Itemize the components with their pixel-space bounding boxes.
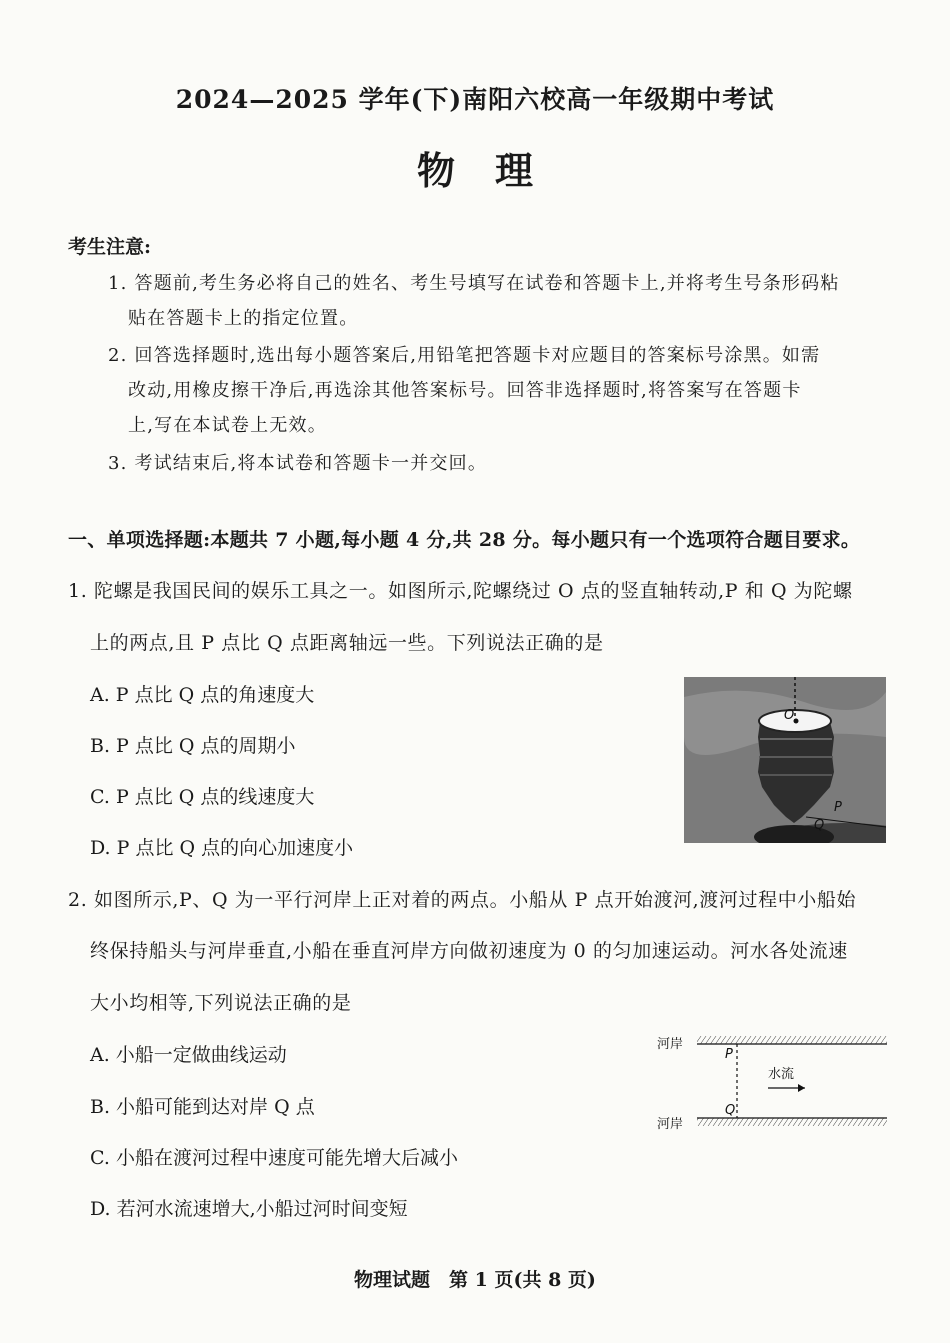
- q1-stem-line: 1. 陀螺是我国民间的娱乐工具之一。如图所示,陀螺绕过 O 点的竖直轴转动,P 和 Q 为陀螺: [68, 580, 853, 602]
- q2-option-d: D. 若河水流速增大,小船过河时间变短: [90, 1198, 408, 1220]
- q1-option-c: C. P 点比 Q 点的线速度大: [90, 786, 315, 808]
- label-o: O: [784, 708, 795, 723]
- label-q: Q: [725, 1103, 736, 1118]
- bank-top-label: 河岸: [657, 1037, 684, 1052]
- flow-label: 水流: [768, 1067, 795, 1082]
- q2-option-a: A. 小船一定做曲线运动: [90, 1044, 287, 1066]
- notice-line: 改动,用橡皮擦干净后,再选涂其他答案标号。回答非选择题时,将答案写在答题卡: [128, 380, 802, 401]
- bank-bottom-label: 河岸: [657, 1117, 684, 1132]
- flow-arrow-icon: [798, 1084, 805, 1092]
- exam-title: 2024—2025 学年(下)南阳六校高一年级期中考试: [175, 85, 775, 114]
- river-diagram: [655, 1030, 895, 1140]
- notice-line: 1. 答题前,考生务必将自己的姓名、考生号填写在试卷和答题卡上,并将考生号条形码粘: [108, 273, 840, 294]
- label-p: P: [834, 800, 842, 815]
- notice-line: 2. 回答选择题时,选出每小题答案后,用铅笔把答题卡对应题目的答案标号涂黑。如需: [108, 345, 821, 366]
- q1-option-a: A. P 点比 Q 点的角速度大: [90, 684, 315, 706]
- notice-line: 3. 考试结束后,将本试卷和答题卡一并交回。: [108, 453, 488, 474]
- q2-stem-line: 2. 如图所示,P、Q 为一平行河岸上正对着的两点。小船从 P 点开始渡河,渡河过程中小船始: [68, 889, 857, 911]
- subject-title: 物理: [416, 148, 573, 193]
- q1-option-b: B. P 点比 Q 点的周期小: [90, 735, 296, 757]
- q1-stem-line: 上的两点,且 P 点比 Q 点距离轴远一些。下列说法正确的是: [90, 632, 604, 654]
- spinning-top-photo: [684, 677, 886, 843]
- notice-line: 上,写在本试卷上无效。: [128, 415, 327, 436]
- q1-option-d: D. P 点比 Q 点的向心加速度小: [90, 837, 354, 859]
- spinning-top-illustration: [684, 677, 886, 843]
- label-q: Q: [814, 818, 825, 833]
- page-footer: 物理试题 第 1 页(共 8 页): [354, 1269, 596, 1291]
- q2-option-b: B. 小船可能到达对岸 Q 点: [90, 1096, 315, 1118]
- notice-line: 贴在答题卡上的指定位置。: [128, 308, 359, 329]
- section-heading: 一、单项选择题:本题共 7 小题,每小题 4 分,共 28 分。每小题只有一个选项符合题目要求。: [68, 529, 861, 551]
- notice-heading: 考生注意:: [68, 236, 152, 258]
- label-p: P: [725, 1047, 733, 1062]
- q2-stem-line: 终保持船头与河岸垂直,小船在垂直河岸方向做初速度为 0 的匀加速运动。河水各处流速: [90, 940, 848, 962]
- q2-stem-line: 大小均相等,下列说法正确的是: [90, 992, 352, 1014]
- q2-option-c: C. 小船在渡河过程中速度可能先增大后减小: [90, 1147, 458, 1169]
